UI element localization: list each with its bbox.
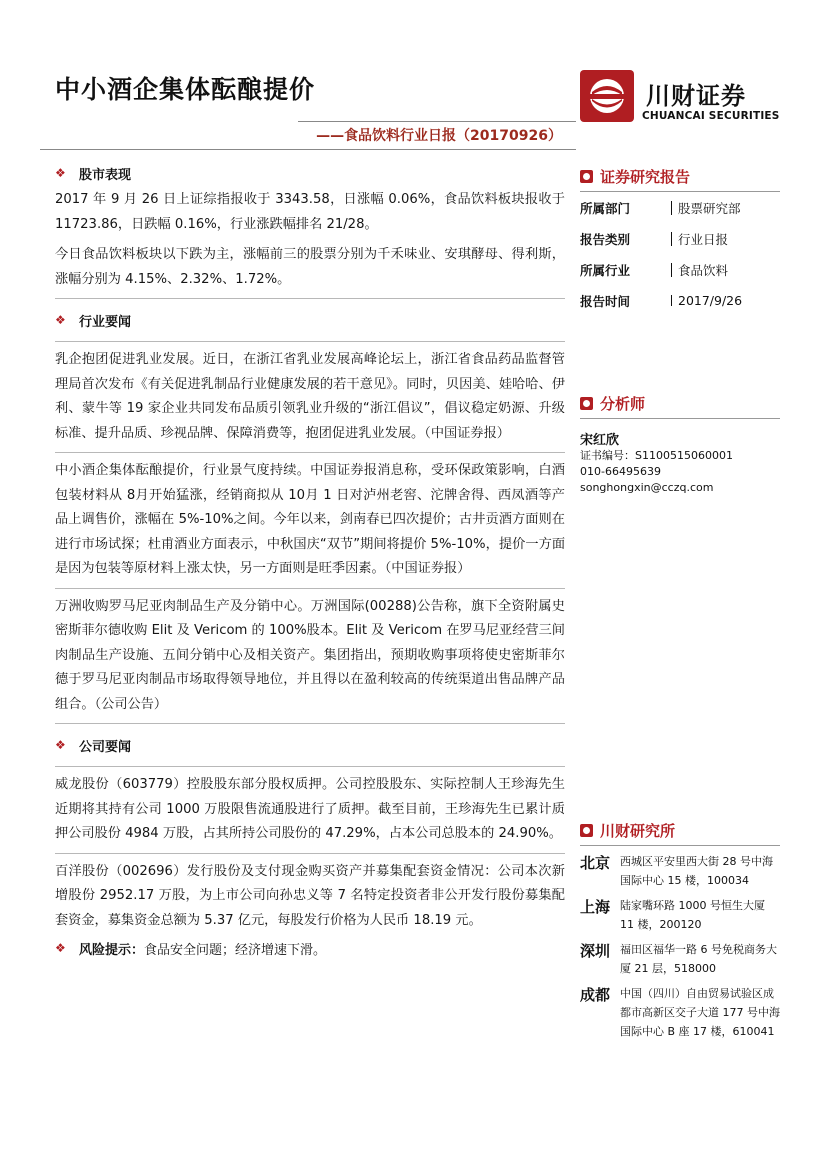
office-city: 北京 xyxy=(580,854,611,872)
report-subtitle: ——食品饮料行业日报（20170926） xyxy=(316,128,562,144)
section-divider xyxy=(55,766,565,767)
company-logo xyxy=(580,70,780,126)
paragraph: 今日食品饮料板块以下跌为主，涨幅前三的股票分别为千禾味业、安琪酵母、得利斯，涨幅分别为 4.15%、2.32%、1.72%。 xyxy=(55,247,565,287)
institute-heading: 川财研究所 xyxy=(580,817,780,843)
logo-text-en: CHUANCAI SECURITIES xyxy=(642,110,780,122)
chuancai-logo-icon xyxy=(580,70,634,122)
panel-rule xyxy=(580,418,780,419)
paragraph: 万洲收购罗马尼亚肉制品生产及分销中心。万洲国际(00288)公告称，旗下全资附属史密斯菲尔德收购 Elit 及 Vericom 的 100%股本。Elit 及 Vericom 在罗马尼亚经营三间肉制品生产设施、五间分销中心及相关资产。集团指出，预期收购事项将使史密斯菲尔德于罗马尼亚肉制品市场取得领导地位，并且得以在盈利较高的传统渠道出售品牌产品组合。（公司公告） xyxy=(55,598,565,712)
diamond-bullet-icon: ❖ xyxy=(55,738,66,752)
analyst-phone: 010-66495639 xyxy=(580,465,661,478)
office-entry xyxy=(580,852,780,890)
office-address: 陆家嘴环路 1000 号恒生大厦 11 楼，200120 xyxy=(620,899,765,931)
section-title: 行业要闻 xyxy=(79,314,132,330)
section-divider xyxy=(55,853,565,854)
section-divider xyxy=(55,723,565,724)
paragraph: 百洋股份（002696）发行股份及支付现金购买资产并募集配套资金情况：公司本次新增股份 2952.17 万股，为上市公司向孙忠义等 7 名特定投资者非公开发行股份募集配套资金，募集资金总额为 5.37 亿元，每股发行价格为人民币 18.19 元。 xyxy=(55,863,565,928)
section-title: 公司要闻 xyxy=(79,739,132,755)
section-title: 股市表现 xyxy=(79,167,132,183)
office-address: 西城区平安里西大街 28 号中海国际中心 15 楼，100034 xyxy=(620,855,773,887)
diamond-bullet-icon: ❖ xyxy=(55,166,66,180)
risk-label: 风险提示： xyxy=(79,942,145,958)
diamond-bullet-icon: ❖ xyxy=(55,313,66,327)
office-entry xyxy=(580,896,780,934)
analyst-email[interactable]: songhongxin@cczq.com xyxy=(580,481,714,494)
office-city: 成都 xyxy=(580,986,611,1004)
institute-bullet-icon xyxy=(580,824,593,837)
report-heading: 证券研究报告 xyxy=(580,163,780,189)
institute-panel xyxy=(580,817,780,1041)
risk-text: 食品安全问题；经济增速下滑。 xyxy=(144,942,327,958)
page-title: 中小酒企集体酝酿提价 xyxy=(55,75,316,104)
analyst-name: 宋红欣 xyxy=(580,433,620,448)
paragraph: 中小酒企集体酝酿提价，行业景气度持续。中国证券报消息称，受环保政策影响，白酒包装材料从 8月开始猛涨，经销商拟从 10月 1 日对泸州老窖、沱牌舍得、西凤酒等产品上调售价，涨幅在 5%-10%之间。今年以来，剑南春已四次提价；古井贡酒方面则在进行市场试探；杜甫酒业方面表示，中秋国庆“双节”期间将提价 5%-10%，提价一方面是因为包装等原材料上涨太快，另一方面则是旺季因素。（中国证券报） xyxy=(55,463,565,576)
analyst-heading: 分析师 xyxy=(580,390,780,416)
info-row: 报告类别 行业日报 xyxy=(580,231,729,247)
analyst-cert: 证书编号：S1100515060001 xyxy=(580,449,733,462)
office-city: 深圳 xyxy=(580,942,611,960)
report-bullet-icon xyxy=(580,170,593,183)
info-row: 所属行业 食品饮料 xyxy=(580,262,729,278)
info-row: 报告时间 2017/9/26 xyxy=(580,293,743,309)
info-row: 所属部门 股票研究部 xyxy=(580,200,741,216)
paragraph: 威龙股份（603779）控股股东部分股权质押。公司控股股东、实际控制人王珍海先生近期将其持有公司 1000 万股限售流通股进行了质押。截至目前，王珍海先生已累计质押公司股份 4984 万股，占其所持公司股份的 47.29%，占本公司总股本的 24.90%。 xyxy=(55,777,565,841)
section-divider xyxy=(55,452,565,453)
risk-notice xyxy=(55,933,565,963)
paragraph: 乳企抱团促进乳业发展。近日，在浙江省乳业发展高峰论坛上，浙江省食品药品监督管理局首次发布《有关促进乳制品行业健康发展的若干意见》。同时，贝因美、娃哈哈、伊利、蒙牛等 19 家企业共同发布品质引领乳业升级的“浙江倡议”，倡议稳定奶源、升级标准、提升品质、珍视品牌、保障消费等，抱团促进乳业发展。（中国证券报） xyxy=(55,352,565,441)
diamond-bullet-icon: ❖ xyxy=(55,941,66,955)
section-divider xyxy=(55,588,565,589)
section-divider xyxy=(55,298,565,299)
analyst-panel xyxy=(580,390,780,496)
section-heading-market xyxy=(55,158,565,188)
header-rule xyxy=(298,121,576,122)
section-divider xyxy=(55,341,565,342)
office-city: 上海 xyxy=(580,898,611,916)
main-content xyxy=(55,158,565,963)
analyst-bullet-icon xyxy=(580,397,593,410)
section-heading-company xyxy=(55,730,565,760)
office-entry xyxy=(580,984,780,1041)
logo-text-cn: 川财证券 xyxy=(646,82,746,110)
panel-rule xyxy=(580,845,780,846)
office-address: 中国（四川）自由贸易试验区成都市高新区交子大道 177 号中海国际中心 B 座 17 楼，610041 xyxy=(620,987,780,1038)
report-info-panel xyxy=(580,163,780,316)
office-entry xyxy=(580,940,780,978)
paragraph: 2017 年 9 月 26 日上证综指报收于 3343.58，日涨幅 0.06%，食品饮料板块报收于 11723.86，日跌幅 0.16%，行业涨跌幅排名 21/28。 xyxy=(55,192,565,232)
section-heading-industry xyxy=(55,305,565,335)
main-rule xyxy=(40,149,576,150)
office-address: 福田区福华一路 6 号免税商务大厦 21 层，518000 xyxy=(620,943,777,975)
